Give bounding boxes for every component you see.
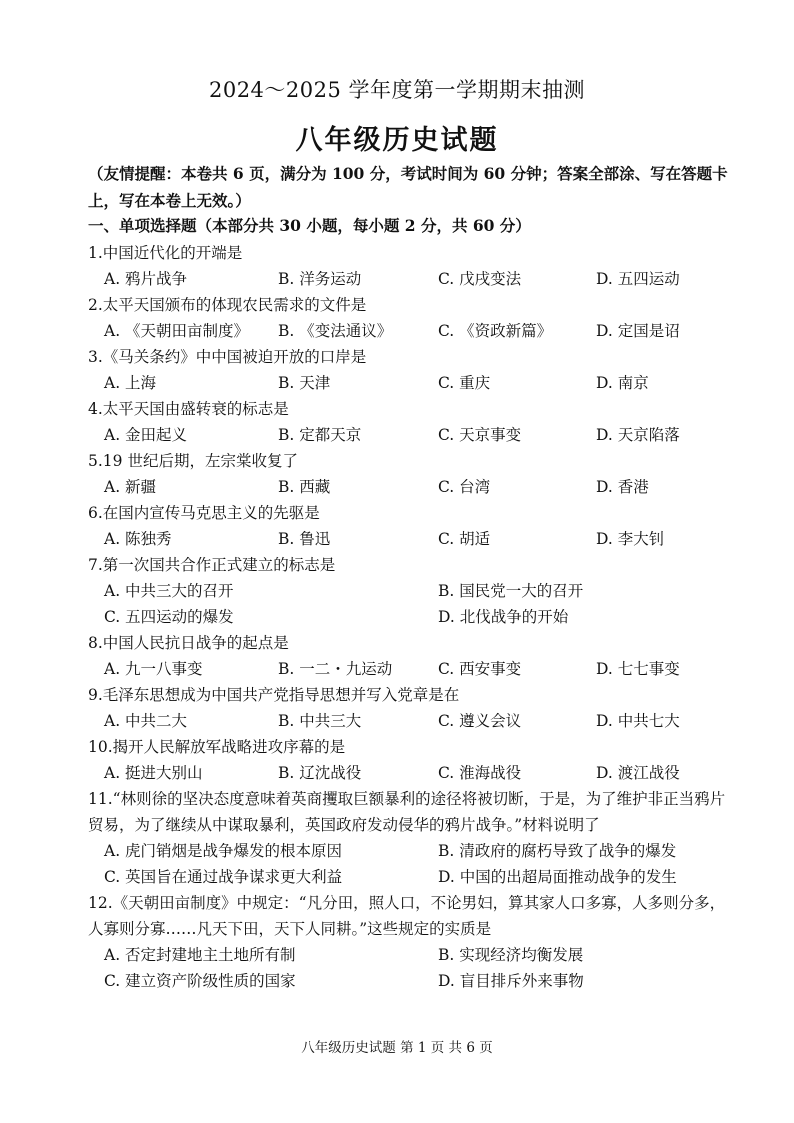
option-b: B. 清政府的腐朽导致了战争的爆发 bbox=[438, 842, 677, 860]
option-a: A. 上海 bbox=[104, 374, 157, 392]
option-b: B. 中共三大 bbox=[278, 712, 362, 730]
option-a: A. 金田起义 bbox=[104, 426, 188, 444]
option-d: D. 七七事变 bbox=[596, 660, 680, 678]
question-6 bbox=[88, 500, 728, 552]
option-d: D. 李大钊 bbox=[596, 530, 665, 548]
option-d: D. 北伐战争的开始 bbox=[438, 608, 569, 626]
option-row bbox=[88, 942, 728, 968]
option-d: D. 定国是诏 bbox=[596, 322, 680, 340]
question-12 bbox=[88, 890, 728, 994]
option-row bbox=[88, 968, 728, 994]
question-stem: 7.第一次国共合作正式建立的标志是 bbox=[88, 556, 336, 574]
option-a: A. 虎门销烟是战争爆发的根本原因 bbox=[104, 842, 343, 860]
question-3 bbox=[88, 344, 728, 396]
question-stem: 5.19 世纪后期，左宗棠收复了 bbox=[88, 452, 298, 470]
option-row bbox=[88, 422, 728, 448]
question-stem: 2.太平天国颁布的体现农民需求的文件是 bbox=[88, 296, 367, 314]
option-a: A. 鸦片战争 bbox=[104, 270, 188, 288]
option-b: B. 鲁迅 bbox=[278, 530, 331, 548]
option-c: C. 英国旨在通过战争谋求更大利益 bbox=[104, 868, 343, 886]
option-row bbox=[88, 266, 728, 292]
option-a: A. 否定封建地主土地所有制 bbox=[104, 946, 296, 964]
option-a: A. 新疆 bbox=[104, 478, 157, 496]
option-row bbox=[88, 708, 728, 734]
option-b: B. 定都天京 bbox=[278, 426, 362, 444]
option-d: D. 天京陷落 bbox=[596, 426, 680, 444]
section-heading: 一、单项选择题（本部分共 30 小题，每小题 2 分，共 60 分） bbox=[88, 216, 531, 235]
question-9 bbox=[88, 682, 728, 734]
option-a: A. 中共三大的召开 bbox=[104, 582, 234, 600]
option-row bbox=[88, 656, 728, 682]
question-stem: 3.《马关条约》中中国被迫开放的口岸是 bbox=[88, 348, 367, 366]
option-a: A. 中共二大 bbox=[104, 712, 188, 730]
option-d: D. 中国的出超局面推动战争的发生 bbox=[438, 868, 677, 886]
question-5 bbox=[88, 448, 728, 500]
option-b: B. 国民党一大的召开 bbox=[438, 582, 584, 600]
option-row bbox=[88, 864, 728, 890]
option-c: C. 建立资产阶级性质的国家 bbox=[104, 972, 296, 990]
option-row bbox=[88, 578, 728, 604]
option-b: B. 《变法通议》 bbox=[278, 322, 393, 340]
question-8 bbox=[88, 630, 728, 682]
question-stem: 1.中国近代化的开端是 bbox=[88, 244, 243, 262]
option-d: D. 香港 bbox=[596, 478, 649, 496]
page-footer: 八年级历史试题 第 1 页 共 6 页 bbox=[301, 1040, 493, 1056]
option-b: B. 洋务运动 bbox=[278, 270, 362, 288]
question-stem: 9.毛泽东思想成为中国共产党指导思想并写入党章是在 bbox=[88, 686, 460, 704]
question-stem: 10.揭开人民解放军战略进攻序幕的是 bbox=[88, 738, 346, 756]
question-stem: 11.“林则徐的坚决态度意味着英商攫取巨额暴利的途径将被切断，于是，为了维护非正当鸦片贸易，为了继续从中谋取暴利，英国政府发动侵华的鸦片战争。”材料说明了 bbox=[88, 790, 726, 834]
option-b: B. 一二・九运动 bbox=[278, 660, 393, 678]
question-2 bbox=[88, 292, 728, 344]
option-row bbox=[88, 474, 728, 500]
question-stem: 6.在国内宣传马克思主义的先驱是 bbox=[88, 504, 320, 522]
question-stem: 4.太平天国由盛转衰的标志是 bbox=[88, 400, 289, 418]
question-stem: 12.《天朝田亩制度》中规定：“凡分田，照人口，不论男妇，算其家人口多寡，人多则分多，人寡则分寡……凡天下田，天下人同耕。”这些规定的实质是 bbox=[88, 894, 726, 938]
option-row bbox=[88, 838, 728, 864]
exam-title: 2024～2025 学年度第一学期期末抽测 bbox=[208, 78, 586, 102]
option-c: C. 《资政新篇》 bbox=[438, 322, 553, 340]
option-b: B. 天津 bbox=[278, 374, 331, 392]
question-11 bbox=[88, 786, 728, 890]
option-b: B. 实现经济均衡发展 bbox=[438, 946, 584, 964]
option-row bbox=[88, 760, 728, 786]
option-a: A. 挺进大别山 bbox=[104, 764, 203, 782]
option-c: C. 西安事变 bbox=[438, 660, 522, 678]
option-b: B. 西藏 bbox=[278, 478, 331, 496]
option-c: C. 戊戌变法 bbox=[438, 270, 522, 288]
option-c: C. 台湾 bbox=[438, 478, 491, 496]
question-stem: 8.中国人民抗日战争的起点是 bbox=[88, 634, 289, 652]
question-4 bbox=[88, 396, 728, 448]
option-c: C. 天京事变 bbox=[438, 426, 522, 444]
option-row bbox=[88, 604, 728, 630]
subject-title: 八年级历史试题 bbox=[295, 125, 499, 156]
option-row bbox=[88, 526, 728, 552]
option-c: C. 遵义会议 bbox=[438, 712, 522, 730]
exam-notice: （友情提醒：本卷共 6 页，满分为 100 分，考试时间为 60 分钟；答案全部涂、写在答题卡上，写在本卷上无效。） bbox=[88, 164, 728, 210]
option-d: D. 盲目排斥外来事物 bbox=[438, 972, 584, 990]
option-row bbox=[88, 318, 728, 344]
option-a: A. 九一八事变 bbox=[104, 660, 203, 678]
question-7 bbox=[88, 552, 728, 630]
option-b: B. 辽沈战役 bbox=[278, 764, 362, 782]
option-d: D. 南京 bbox=[596, 374, 649, 392]
option-c: C. 五四运动的爆发 bbox=[104, 608, 234, 626]
question-list bbox=[88, 240, 728, 994]
option-d: D. 中共七大 bbox=[596, 712, 680, 730]
option-c: C. 胡适 bbox=[438, 530, 491, 548]
question-1 bbox=[88, 240, 728, 292]
option-d: D. 渡江战役 bbox=[596, 764, 680, 782]
option-a: A. 《天朝田亩制度》 bbox=[104, 322, 250, 340]
option-d: D. 五四运动 bbox=[596, 270, 680, 288]
option-c: C. 重庆 bbox=[438, 374, 491, 392]
option-a: A. 陈独秀 bbox=[104, 530, 172, 548]
question-10 bbox=[88, 734, 728, 786]
option-c: C. 淮海战役 bbox=[438, 764, 522, 782]
option-row bbox=[88, 370, 728, 396]
